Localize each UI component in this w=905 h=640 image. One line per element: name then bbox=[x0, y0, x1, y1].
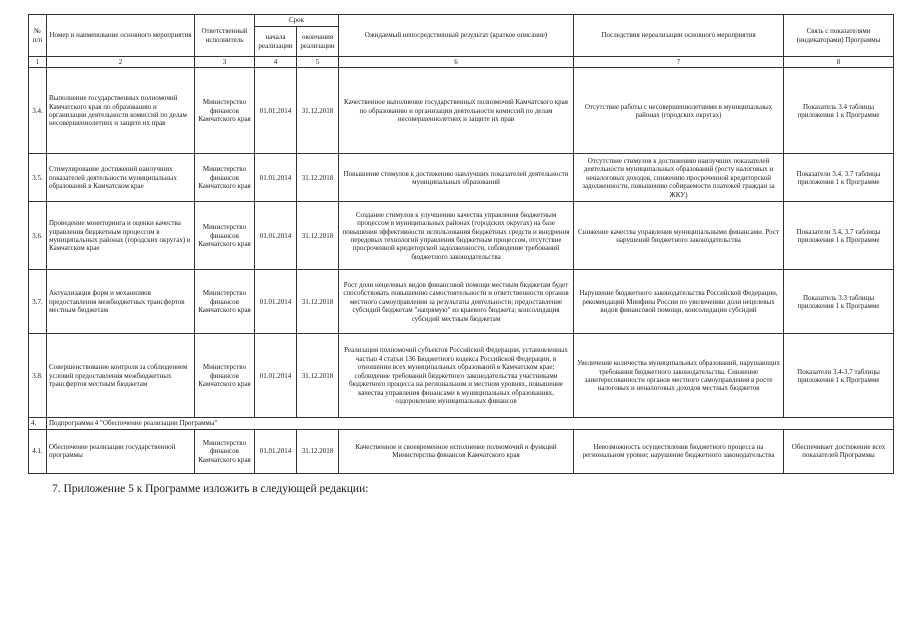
row-executor: Министерство финансов Камчатского края bbox=[195, 429, 255, 473]
subprogram-row bbox=[29, 418, 894, 429]
row-end: 31.12.2018 bbox=[297, 68, 339, 154]
row-consequences: Невозможность осуществления бюджетного процесса на региональном уровне; нарушение бюджетного законодательства bbox=[574, 429, 784, 473]
row-start: 01.01.2014 bbox=[255, 202, 297, 270]
table-row bbox=[29, 68, 894, 154]
header-result: Ожидаемый непосредственный результат (краткое описание) bbox=[339, 15, 574, 57]
table-row bbox=[29, 202, 894, 270]
row-name: Совершенствование контроля за соблюдением условий предоставления межбюджетных трансфертов местным бюджетам bbox=[47, 334, 195, 418]
table-row bbox=[29, 334, 894, 418]
row-consequences: Увеличение количества муниципальных образований, нарушающих требования бюджетного законодательства. Снижение заинтересованности органов местного самоуправления в росте налоговых и неналоговых доходов местных бюджетов bbox=[574, 334, 784, 418]
row-start: 01.01.2014 bbox=[255, 68, 297, 154]
col-number: 2 bbox=[47, 57, 195, 68]
col-number: 3 bbox=[195, 57, 255, 68]
col-number: 1 bbox=[29, 57, 47, 68]
row-result: Реализация полномочий субъектов Российской Федерации, установленных частью 4 статьи 136 Бюджетного кодекса Российской Федерации, в отношении всех муниципальных образований в Камчатском крае; соблюдение требований бюджетного законодательства участниками бюджетного процесса на региональном и местном уровнях, повышение качества управления финансами в муниципальных образованиях, оздоровление муниципальных финансов bbox=[339, 334, 574, 418]
col-number: 5 bbox=[297, 57, 339, 68]
row-no: 3.5. bbox=[29, 154, 47, 202]
row-executor: Министерство финансов Камчатского края bbox=[195, 202, 255, 270]
header-link: Связь с показателями (индикаторами) Программы bbox=[784, 15, 894, 57]
header-start: начала реализации bbox=[255, 27, 297, 57]
row-link: Показатель 3.4 таблицы приложения 1 к Программе bbox=[784, 68, 894, 154]
row-name: Обеспечение реализации государственной программы bbox=[47, 429, 195, 473]
row-start: 01.01.2014 bbox=[255, 429, 297, 473]
row-start: 01.01.2014 bbox=[255, 154, 297, 202]
row-link: Обеспечивает достижение всех показателей Программы bbox=[784, 429, 894, 473]
col-number: 8 bbox=[784, 57, 894, 68]
row-name: Стимулирование достижений наилучших показателей деятельности муниципальных образований в Камчатском крае bbox=[47, 154, 195, 202]
subprogram-no: 4. bbox=[29, 418, 47, 429]
row-executor: Министерство финансов Камчатского края bbox=[195, 270, 255, 334]
footer-instruction: 7. Приложение 5 к Программе изложить в следующей редакции: bbox=[52, 483, 369, 495]
header-consequences: Последствия нереализации основного мероприятия bbox=[574, 15, 784, 57]
row-no: 3.6. bbox=[29, 202, 47, 270]
header-no: № п/п bbox=[29, 15, 47, 57]
row-name: Выполнение государственных полномочий Камчатского края по образованию и организации деятельности комиссий по делам несовершеннолетних и защите их прав bbox=[47, 68, 195, 154]
row-consequences: Снижение качества управления муниципальными финансами. Рост нарушений бюджетного законодательства bbox=[574, 202, 784, 270]
measures-table bbox=[28, 14, 894, 474]
row-end: 31.12.2018 bbox=[297, 154, 339, 202]
table-row bbox=[29, 270, 894, 334]
header-end: окончания реализации bbox=[297, 27, 339, 57]
subprogram-title: Подпрограмма 4 "Обеспечение реализации Программы" bbox=[47, 418, 894, 429]
table-row bbox=[29, 429, 894, 473]
row-result: Создание стимулов к улучшению качества управления бюджетным процессом в муниципальных районах (городских округах) на базе повышения эффективности использования бюджетных средств и внедрения передовых технологий управления бюджетным процессом, отсутствие просроченной кредиторской задолженности, соблюдение требований бюджетного законодательства bbox=[339, 202, 574, 270]
header-name: Номер и наименование основного мероприятия bbox=[47, 15, 195, 57]
row-end: 31.12.2018 bbox=[297, 270, 339, 334]
row-consequences: Нарушение бюджетного законодательства Российской Федерации, рекомендаций Минфина России по увеличению доли нецелевых видов финансовой помощи, консолидации субсидий bbox=[574, 270, 784, 334]
row-consequences: Отсутствие работы с несовершеннолетними в муниципальных районах (городских округах) bbox=[574, 68, 784, 154]
row-end: 31.12.2018 bbox=[297, 429, 339, 473]
row-result: Качественное выполнение государственных полномочий Камчатского края по образованию и организации деятельности комиссий по делам несовершеннолетних и защите их прав bbox=[339, 68, 574, 154]
row-executor: Министерство финансов Камчатского края bbox=[195, 154, 255, 202]
col-number: 6 bbox=[339, 57, 574, 68]
row-result: Повышение стимулов к достижению наилучших показателей деятельности муниципальных образований bbox=[339, 154, 574, 202]
row-executor: Министерство финансов Камчатского края bbox=[195, 68, 255, 154]
row-end: 31.12.2018 bbox=[297, 334, 339, 418]
row-name: Проведение мониторинга и оценки качества управления бюджетным процессом в муниципальных районах (городских округах) в Камчатском крае bbox=[47, 202, 195, 270]
col-number: 7 bbox=[574, 57, 784, 68]
row-no: 4.1. bbox=[29, 429, 47, 473]
row-name: Актуализация форм и механизмов предоставления межбюджетных трансфертов местным бюджетам bbox=[47, 270, 195, 334]
row-no: 3.4. bbox=[29, 68, 47, 154]
row-start: 01.01.2014 bbox=[255, 334, 297, 418]
row-link: Показатели 3.4, 3.7 таблицы приложения 1 к Программе bbox=[784, 202, 894, 270]
table-row bbox=[29, 154, 894, 202]
header-term: Срок bbox=[255, 15, 339, 27]
row-no: 3.7. bbox=[29, 270, 47, 334]
col-number: 4 bbox=[255, 57, 297, 68]
row-executor: Министерство финансов Камчатского края bbox=[195, 334, 255, 418]
row-consequences: Отсутствие стимулов к достижению наилучших показателей деятельности муниципальных образований (росту налоговых и неналоговых доходов, снижению просроченной кредиторской задолженности, повышению собираемости платежей граждан за ЖКУ) bbox=[574, 154, 784, 202]
row-result: Рост доли нецелевых видов финансовой помощи местным бюджетам будет способствовать повышению самостоятельности и ответственности органов местного самоуправления за результаты деятельности; предоставление субсидий бюджетам "напрямую" из краевого бюджета; консолидация субсидий местным бюджетам bbox=[339, 270, 574, 334]
header-executor: Ответственный исполнитель bbox=[195, 15, 255, 57]
row-link: Показатели 3.4, 3.7 таблицы приложения 1 к Программе bbox=[784, 154, 894, 202]
row-no: 3.8. bbox=[29, 334, 47, 418]
row-start: 01.01.2014 bbox=[255, 270, 297, 334]
row-result: Качественное и своевременное исполнение полномочий и функций Министерства финансов Камчатского края bbox=[339, 429, 574, 473]
row-end: 31.12.2018 bbox=[297, 202, 339, 270]
row-link: Показатели 3.4-3.7 таблицы приложения 1 к Программе bbox=[784, 334, 894, 418]
row-link: Показатель 3.3 таблицы приложения 1 к Программе bbox=[784, 270, 894, 334]
